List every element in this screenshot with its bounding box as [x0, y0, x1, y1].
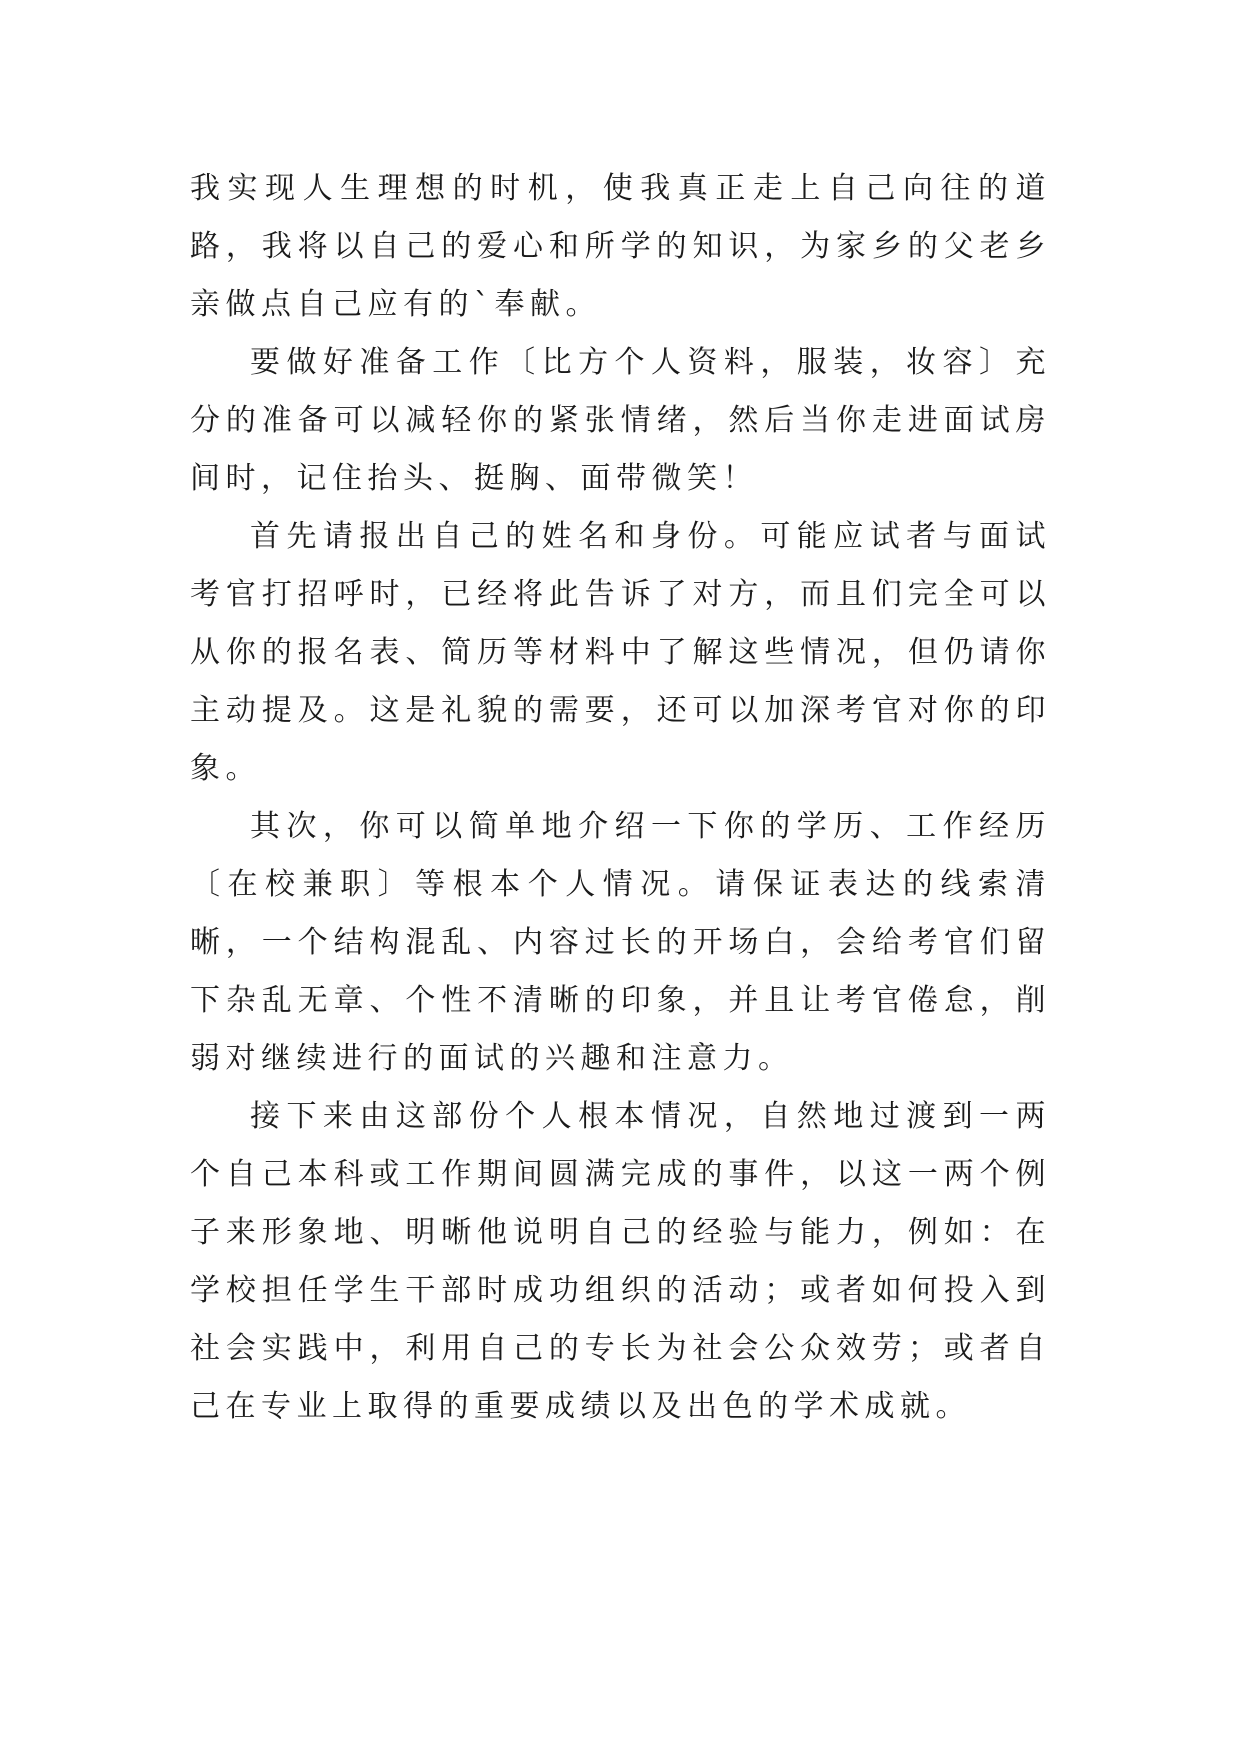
- paragraph: 其次，你可以简单地介绍一下你的学历、工作经历〔在校兼职〕等根本个人情况。请保证表达的线索清晰，一个结构混乱、内容过长的开场白，会给考官们留下杂乱无章、个性不清晰的印象，并且让考官倦怠，削弱对继续进行的面试的兴趣和注意力。: [190, 809, 1051, 1076]
- paragraph: 接下来由这部份个人根本情况，自然地过渡到一两个自己本科或工作期间圆满完成的事件，以这一两个例子来形象地、明晰他说明自己的经验与能力，例如：在学校担任学生干部时成功组织的活动；或者如何投入到社会实践中，利用自己的专长为社会公众效劳；或者自己在专业上取得的重要成绩以及出色的学术成就。: [190, 1099, 1051, 1424]
- paragraph: 我实现人生理想的时机，使我真正走上自己向往的道路，我将以自己的爱心和所学的知识，为家乡的父老乡亲做点自己应有的`奉献。: [190, 171, 1051, 322]
- paragraph: 首先请报出自己的姓名和身份。可能应试者与面试考官打招呼时，已经将此告诉了对方，而且们完全可以从你的报名表、简历等材料中了解这些情况，但仍请你主动提及。这是礼貌的需要，还可以加深考官对你的印象。: [190, 519, 1051, 786]
- paragraph: 要做好准备工作〔比方个人资料，服装，妆容〕充分的准备可以减轻你的紧张情绪，然后当你走进面试房间时，记住抬头、挺胸、面带微笑！: [190, 345, 1051, 496]
- document-body: [190, 160, 1051, 1436]
